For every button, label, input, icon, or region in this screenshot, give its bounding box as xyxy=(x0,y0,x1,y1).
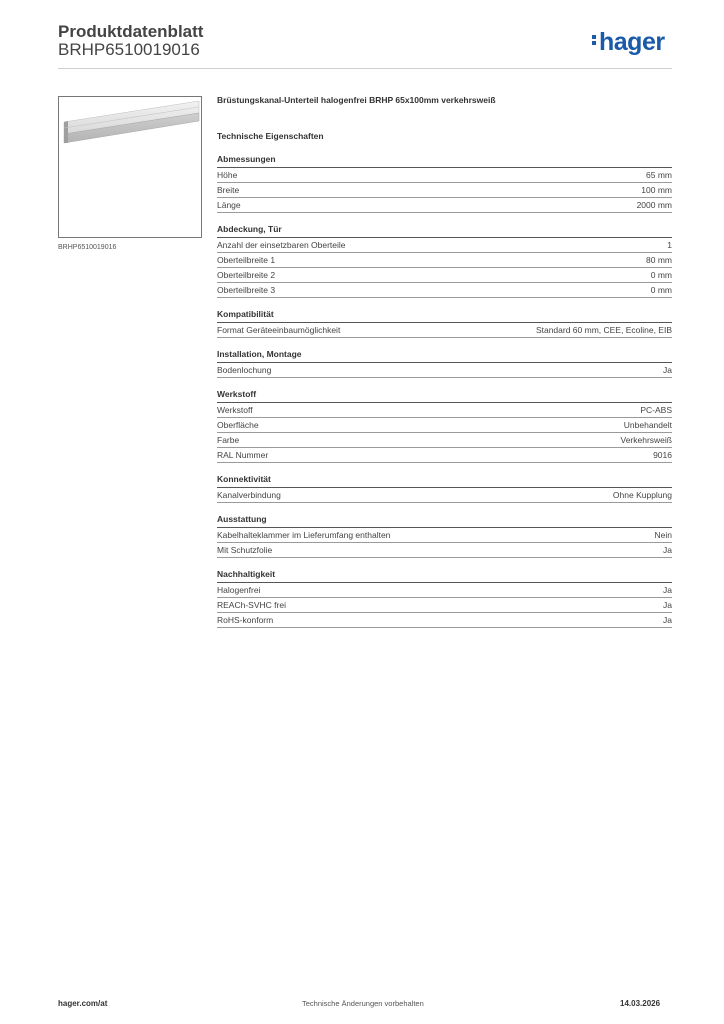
spec-label: Kabelhalteklammer im Lieferumfang enthalten xyxy=(217,530,391,540)
spec-row xyxy=(217,433,672,448)
spec-row xyxy=(217,583,672,598)
spec-label: Oberteilbreite 1 xyxy=(217,255,276,265)
spec-row xyxy=(217,268,672,283)
spec-label: Bodenlochung xyxy=(217,365,272,375)
spec-row xyxy=(217,253,672,268)
spec-row xyxy=(217,168,672,183)
section-title: Konnektivität xyxy=(217,474,672,488)
spec-label: Oberteilbreite 2 xyxy=(217,270,276,280)
header-divider xyxy=(58,68,672,69)
spec-label: Farbe xyxy=(217,435,240,445)
footer-disclaimer: Technische Änderungen vorbehalten xyxy=(302,999,424,1008)
spec-row xyxy=(217,448,672,463)
section-title: Nachhaltigkeit xyxy=(217,569,672,583)
hager-logo xyxy=(592,28,665,57)
spec-row xyxy=(217,418,672,433)
spec-section xyxy=(217,514,672,558)
spec-value: 0 mm xyxy=(650,270,672,280)
section-title: Abmessungen xyxy=(217,154,672,168)
spec-label: Höhe xyxy=(217,170,238,180)
spec-row xyxy=(217,198,672,213)
spec-section xyxy=(217,224,672,298)
spec-label: Anzahl der einsetzbaren Oberteile xyxy=(217,240,346,250)
spec-value: Verkehrsweiß xyxy=(620,435,672,445)
spec-row xyxy=(217,543,672,558)
spec-row xyxy=(217,613,672,628)
product-image xyxy=(58,96,202,238)
spec-label: Länge xyxy=(217,200,241,210)
spec-label: Breite xyxy=(217,185,240,195)
spec-value: Ohne Kupplung xyxy=(612,490,672,500)
spec-value: Ja xyxy=(663,545,672,555)
spec-label: Kanalverbindung xyxy=(217,490,281,500)
spec-value: 80 mm xyxy=(646,255,672,265)
logo-dots-icon xyxy=(592,33,597,47)
spec-value: 9016 xyxy=(653,450,672,460)
logo-text: hager xyxy=(599,28,665,56)
spec-section xyxy=(217,569,672,628)
footer-date: 14.03.2026 xyxy=(620,999,661,1008)
spec-sections xyxy=(217,154,672,628)
spec-value: Ja xyxy=(663,585,672,595)
spec-value: 100 mm xyxy=(641,185,672,195)
spec-label: Format Geräteeinbaumöglichkeit xyxy=(217,325,341,335)
spec-value: 1 xyxy=(667,240,672,250)
spec-value: Ja xyxy=(663,365,672,375)
spec-value: Unbehandelt xyxy=(623,420,672,430)
spec-label: Oberfläche xyxy=(217,420,259,430)
product-description: Brüstungskanal-Unterteil halogenfrei BRHP 65x100mm verkehrsweiß xyxy=(217,95,496,105)
spec-value: 0 mm xyxy=(650,285,672,295)
section-title: Installation, Montage xyxy=(217,349,672,363)
spec-section xyxy=(217,474,672,503)
page-title: Produktdatenblatt xyxy=(58,22,204,41)
spec-section xyxy=(217,309,672,338)
spec-value: 2000 mm xyxy=(636,200,672,210)
image-caption: BRHP6510019016 xyxy=(58,244,117,251)
spec-row xyxy=(217,528,672,543)
spec-value: Ja xyxy=(663,600,672,610)
spec-row xyxy=(217,363,672,378)
technical-properties-heading: Technische Eigenschaften xyxy=(217,131,324,141)
spec-label: Oberteilbreite 3 xyxy=(217,285,276,295)
spec-value: Ja xyxy=(663,615,672,625)
spec-row xyxy=(217,323,672,338)
spec-row xyxy=(217,183,672,198)
spec-value: 65 mm xyxy=(646,170,672,180)
spec-row xyxy=(217,283,672,298)
footer-website: hager.com/at xyxy=(58,999,108,1008)
spec-label: Werkstoff xyxy=(217,405,253,415)
product-code: BRHP6510019016 xyxy=(58,40,200,59)
section-title: Kompatibilität xyxy=(217,309,672,323)
spec-label: REACh-SVHC frei xyxy=(217,600,286,610)
section-title: Werkstoff xyxy=(217,389,672,403)
specification-content xyxy=(217,95,672,639)
spec-row xyxy=(217,598,672,613)
spec-section xyxy=(217,389,672,463)
spec-value: Standard 60 mm, CEE, Ecoline, EIB xyxy=(535,325,672,335)
spec-row xyxy=(217,488,672,503)
spec-row xyxy=(217,403,672,418)
spec-label: RoHS-konform xyxy=(217,615,274,625)
section-title: Ausstattung xyxy=(217,514,672,528)
spec-label: Halogenfrei xyxy=(217,585,261,595)
spec-value: Nein xyxy=(654,530,672,540)
spec-section xyxy=(217,349,672,378)
spec-section xyxy=(217,154,672,213)
spec-value: PC-ABS xyxy=(640,405,672,415)
section-title: Abdeckung, Tür xyxy=(217,224,672,238)
spec-label: RAL Nummer xyxy=(217,450,269,460)
spec-row xyxy=(217,238,672,253)
spec-label: Mit Schutzfolie xyxy=(217,545,273,555)
cable-duct-icon xyxy=(59,97,201,237)
